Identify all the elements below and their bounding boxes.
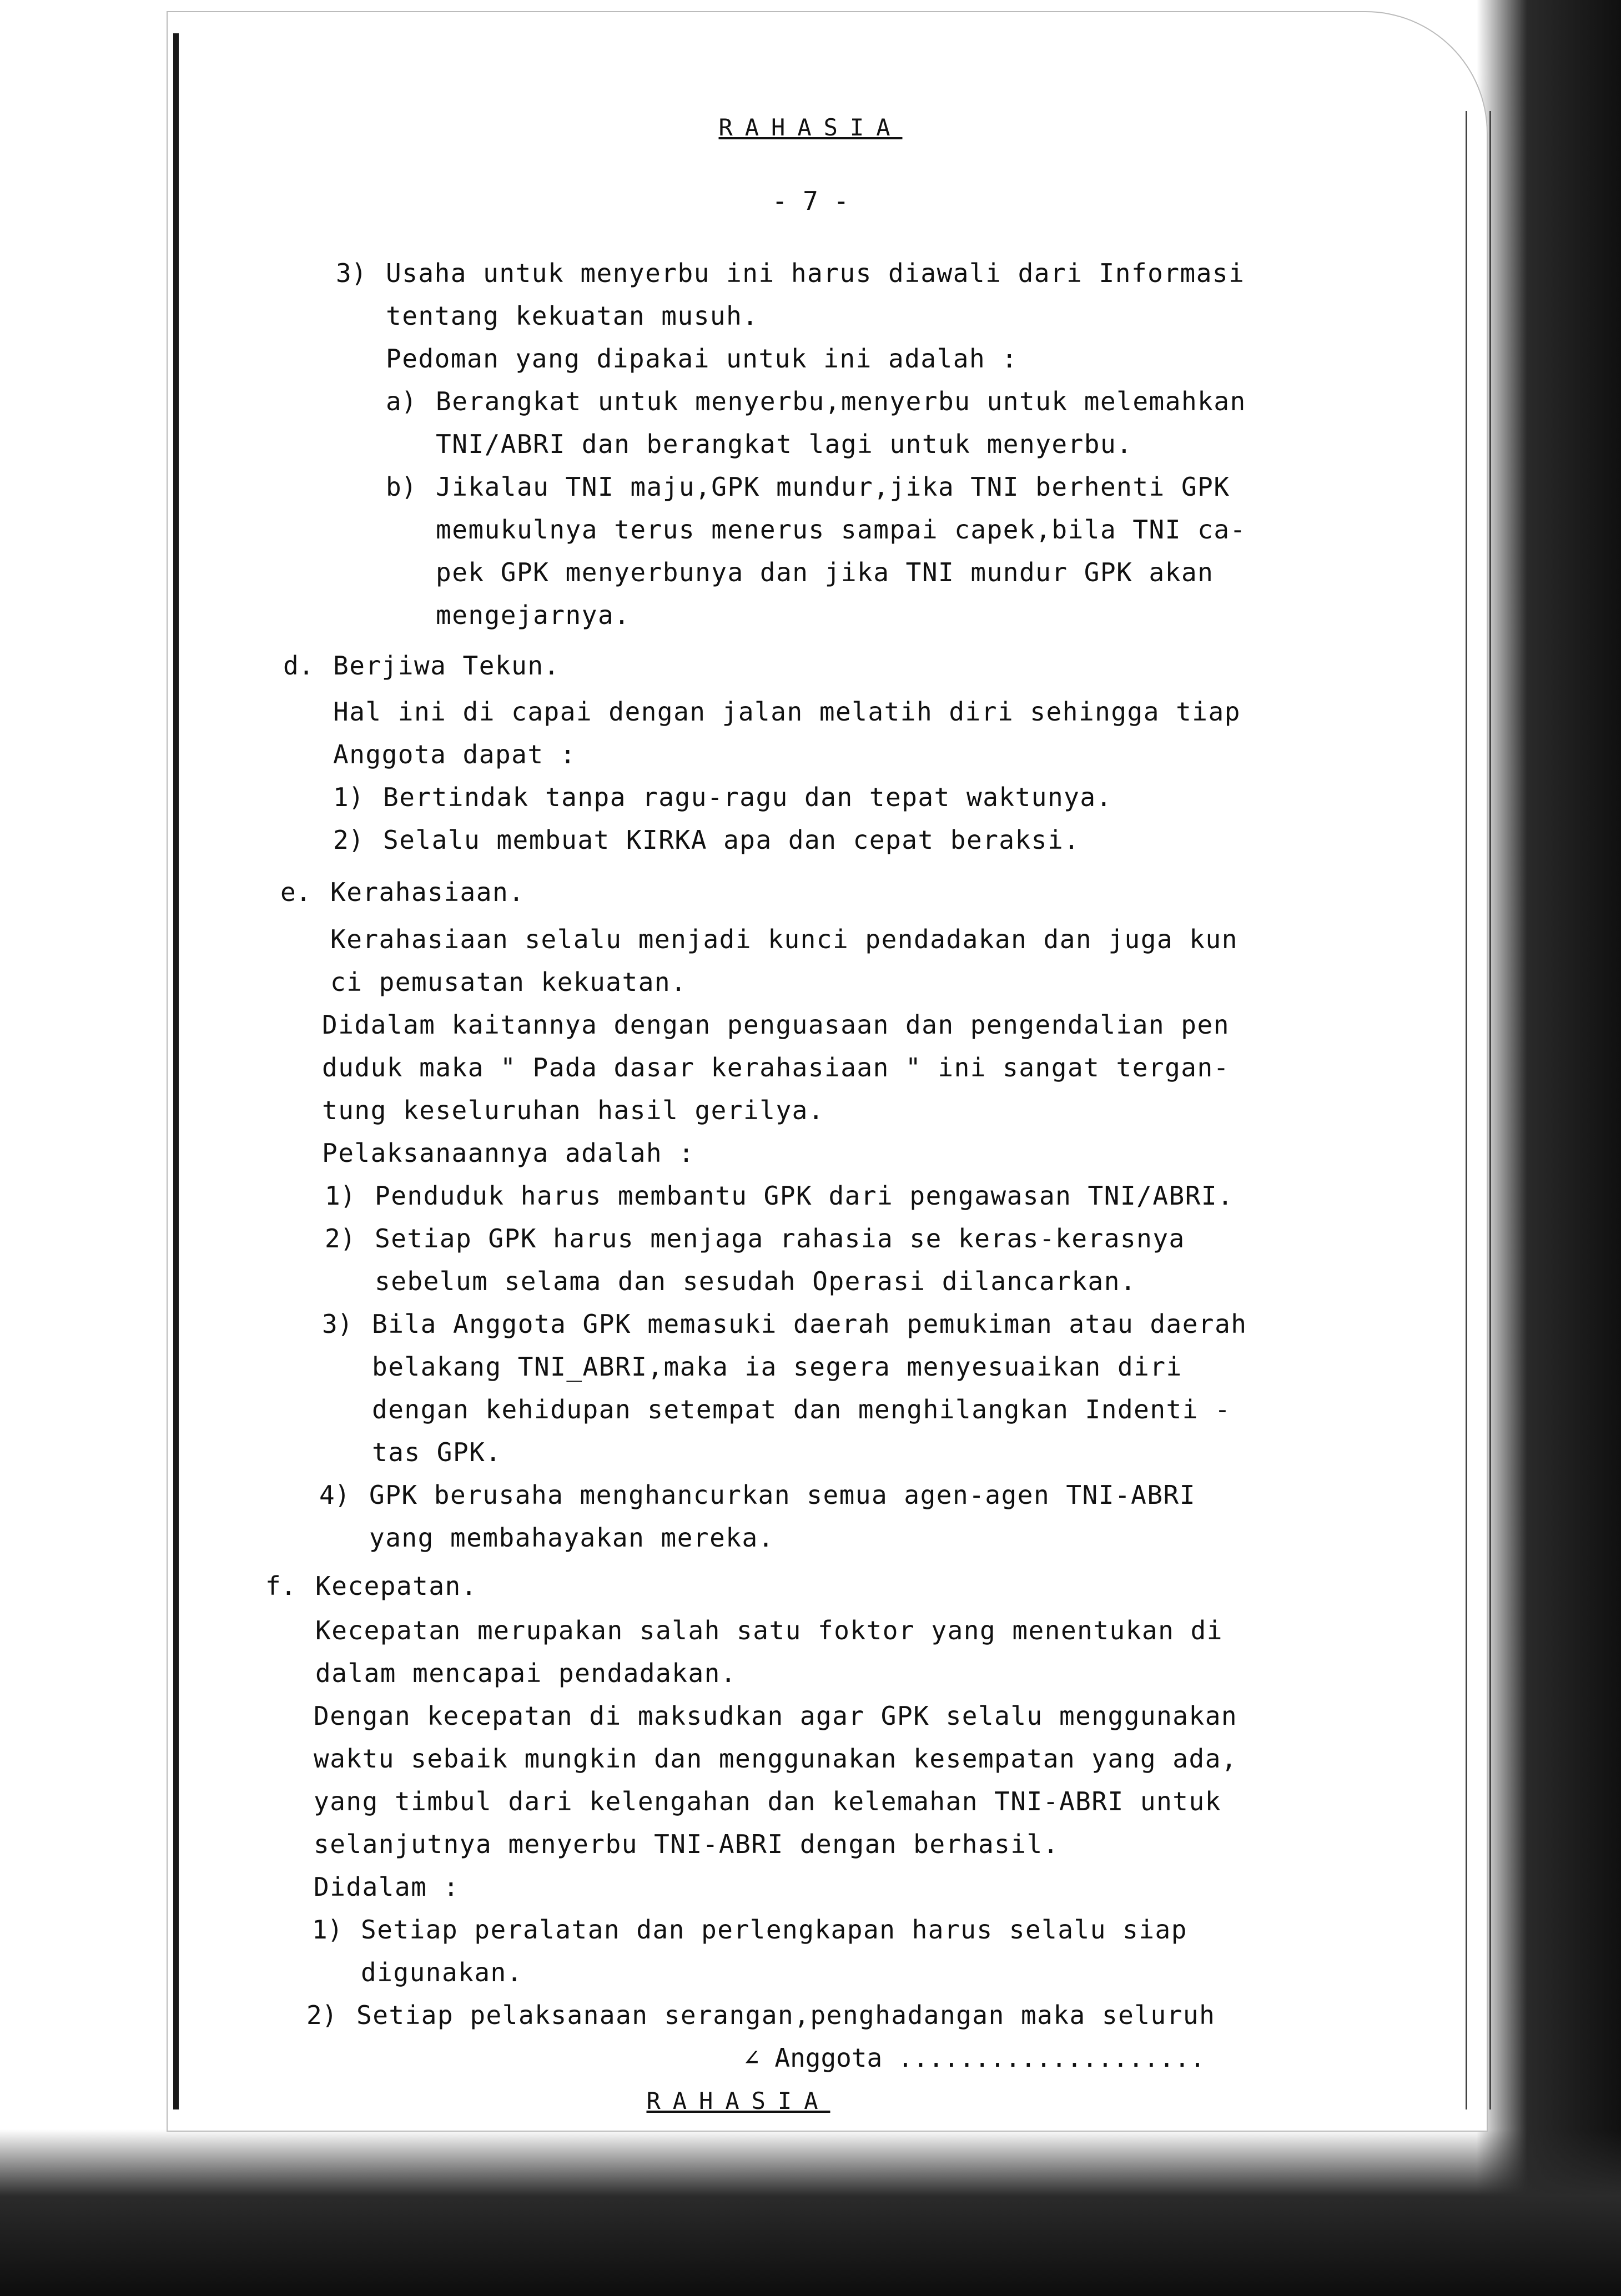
section-e-line-4: duduk maka " Pada dasar kerahasiaan " ini sangat tergan- — [322, 1053, 1230, 1082]
section-f-line-3: Dengan kecepatan di maksudkan agar GPK selalu menggunakan — [314, 1701, 1238, 1731]
section-e-line-2: ci pemusatan kekuatan. — [330, 967, 687, 997]
section-f-title: Kecepatan. — [315, 1571, 477, 1601]
section-e-item-3-line-2: belakang TNI_ABRI,maka ia segera menyesuaikan diri — [372, 1352, 1182, 1382]
scan-shadow-bottom — [0, 2129, 1621, 2296]
section-d-item-2-text: Selalu membuat KIRKA apa dan cepat beraksi. — [383, 825, 1080, 855]
section-e-item-3-line-3: dengan kehidupan setempat dan menghilangkan Indenti - — [372, 1394, 1231, 1424]
section-f-item-2-line-1: Setiap pelaksanaan serangan,penghadangan maka seluruh — [356, 2000, 1216, 2030]
continuation-note: ∠ Anggota .................... — [744, 2043, 1205, 2073]
binding-margin-line — [173, 33, 179, 2109]
item-3-line-2: tentang kekuatan musuh. — [386, 301, 759, 331]
section-e-title: Kerahasiaan. — [330, 877, 525, 907]
section-e-item-3-line-4: tas GPK. — [372, 1437, 502, 1467]
item-3b-line-1: Jikalau TNI maju,GPK mundur,jika TNI berhenti GPK — [436, 472, 1230, 502]
section-e-item-1-line-1: Penduduk harus membantu GPK dari pengawasan TNI/ABRI. — [375, 1181, 1234, 1211]
section-f-line-6: selanjutnya menyerbu TNI-ABRI dengan berhasil. — [314, 1829, 1059, 1859]
classification-footer: RAHASIA — [646, 2087, 830, 2114]
section-e-line-1: Kerahasiaan selalu menjadi kunci pendadakan dan juga kun — [330, 924, 1238, 954]
section-d-item-1-text: Bertindak tanpa ragu-ragu dan tepat waktunya. — [383, 782, 1112, 812]
item-3b-line-2: memukulnya terus menerus sampai capek,bila TNI ca- — [436, 515, 1246, 545]
page-stack-edges — [1466, 111, 1491, 2109]
classification-header: RAHASIA — [718, 114, 903, 141]
section-d-marker: d. — [283, 651, 314, 681]
section-e-item-4-line-2: yang membahayakan mereka. — [369, 1523, 774, 1553]
section-e-item-2-line-2: sebelum selama dan sesudah Operasi dilancarkan. — [375, 1266, 1137, 1296]
section-e-line-5: tung keseluruhan hasil gerilya. — [322, 1095, 825, 1125]
section-e-item-4-marker: 4) — [319, 1480, 350, 1510]
item-3b-line-4: mengejarnya. — [436, 600, 631, 630]
page-number: - 7 - — [772, 186, 849, 216]
section-d-title: Berjiwa Tekun. — [333, 651, 560, 681]
section-f-item-1-marker: 1) — [312, 1915, 343, 1945]
section-e-item-2-marker: 2) — [325, 1223, 356, 1253]
section-d-item-1-marker: 1) — [333, 782, 364, 812]
item-3-line-3: Pedoman yang dipakai untuk ini adalah : — [386, 344, 1018, 374]
section-e-item-3-marker: 3) — [322, 1309, 353, 1339]
section-e-line-6: Pelaksanaannya adalah : — [322, 1138, 695, 1168]
section-e-item-4-line-1: GPK berusaha menghancurkan semua agen-agen TNI-ABRI — [369, 1480, 1196, 1510]
item-3a-line-1: Berangkat untuk menyerbu,menyerbu untuk melemahkan — [436, 386, 1246, 416]
section-f-marker: f. — [265, 1571, 296, 1601]
section-e-item-3-line-1: Bila Anggota GPK memasuki daerah pemukiman atau daerah — [372, 1309, 1247, 1339]
item-3a-marker: a) — [386, 386, 417, 416]
section-e-item-2-line-1: Setiap GPK harus menjaga rahasia se keras-kerasnya — [375, 1223, 1185, 1253]
item-3-line-1: Usaha untuk menyerbu ini harus diawali dari Informasi — [386, 258, 1245, 288]
section-e-item-1-marker: 1) — [325, 1181, 356, 1211]
section-d-item-2-marker: 2) — [333, 825, 364, 855]
section-e-line-3: Didalam kaitannya dengan penguasaan dan pengendalian pen — [322, 1010, 1230, 1040]
item-3-marker: 3) — [336, 258, 367, 288]
scan-shadow-right — [1477, 0, 1621, 2296]
section-f-line-5: yang timbul dari kelengahan dan kelemahan TNI-ABRI untuk — [314, 1786, 1221, 1816]
section-e-marker: e. — [280, 877, 311, 907]
item-3b-line-3: pek GPK menyerbunya dan jika TNI mundur GPK akan — [436, 557, 1214, 587]
section-d-line-2: Anggota dapat : — [333, 739, 576, 769]
section-f-line-1: Kecepatan merupakan salah satu foktor yang menentukan di — [315, 1615, 1223, 1645]
section-f-item-2-marker: 2) — [306, 2000, 338, 2030]
section-f-line-7: Didalam : — [314, 1872, 460, 1902]
section-f-item-1-line-2: digunakan. — [361, 1957, 523, 1987]
section-f-item-1-line-1: Setiap peralatan dan perlengkapan harus selalu siap — [361, 1915, 1187, 1945]
section-f-line-4: waktu sebaik mungkin dan menggunakan kesempatan yang ada, — [314, 1744, 1238, 1774]
section-d-line-1: Hal ini di capai dengan jalan melatih diri sehingga tiap — [333, 697, 1241, 727]
item-3b-marker: b) — [386, 472, 417, 502]
section-f-line-2: dalam mencapai pendadakan. — [315, 1658, 737, 1688]
item-3a-line-2: TNI/ABRI dan berangkat lagi untuk menyerbu. — [436, 429, 1133, 459]
